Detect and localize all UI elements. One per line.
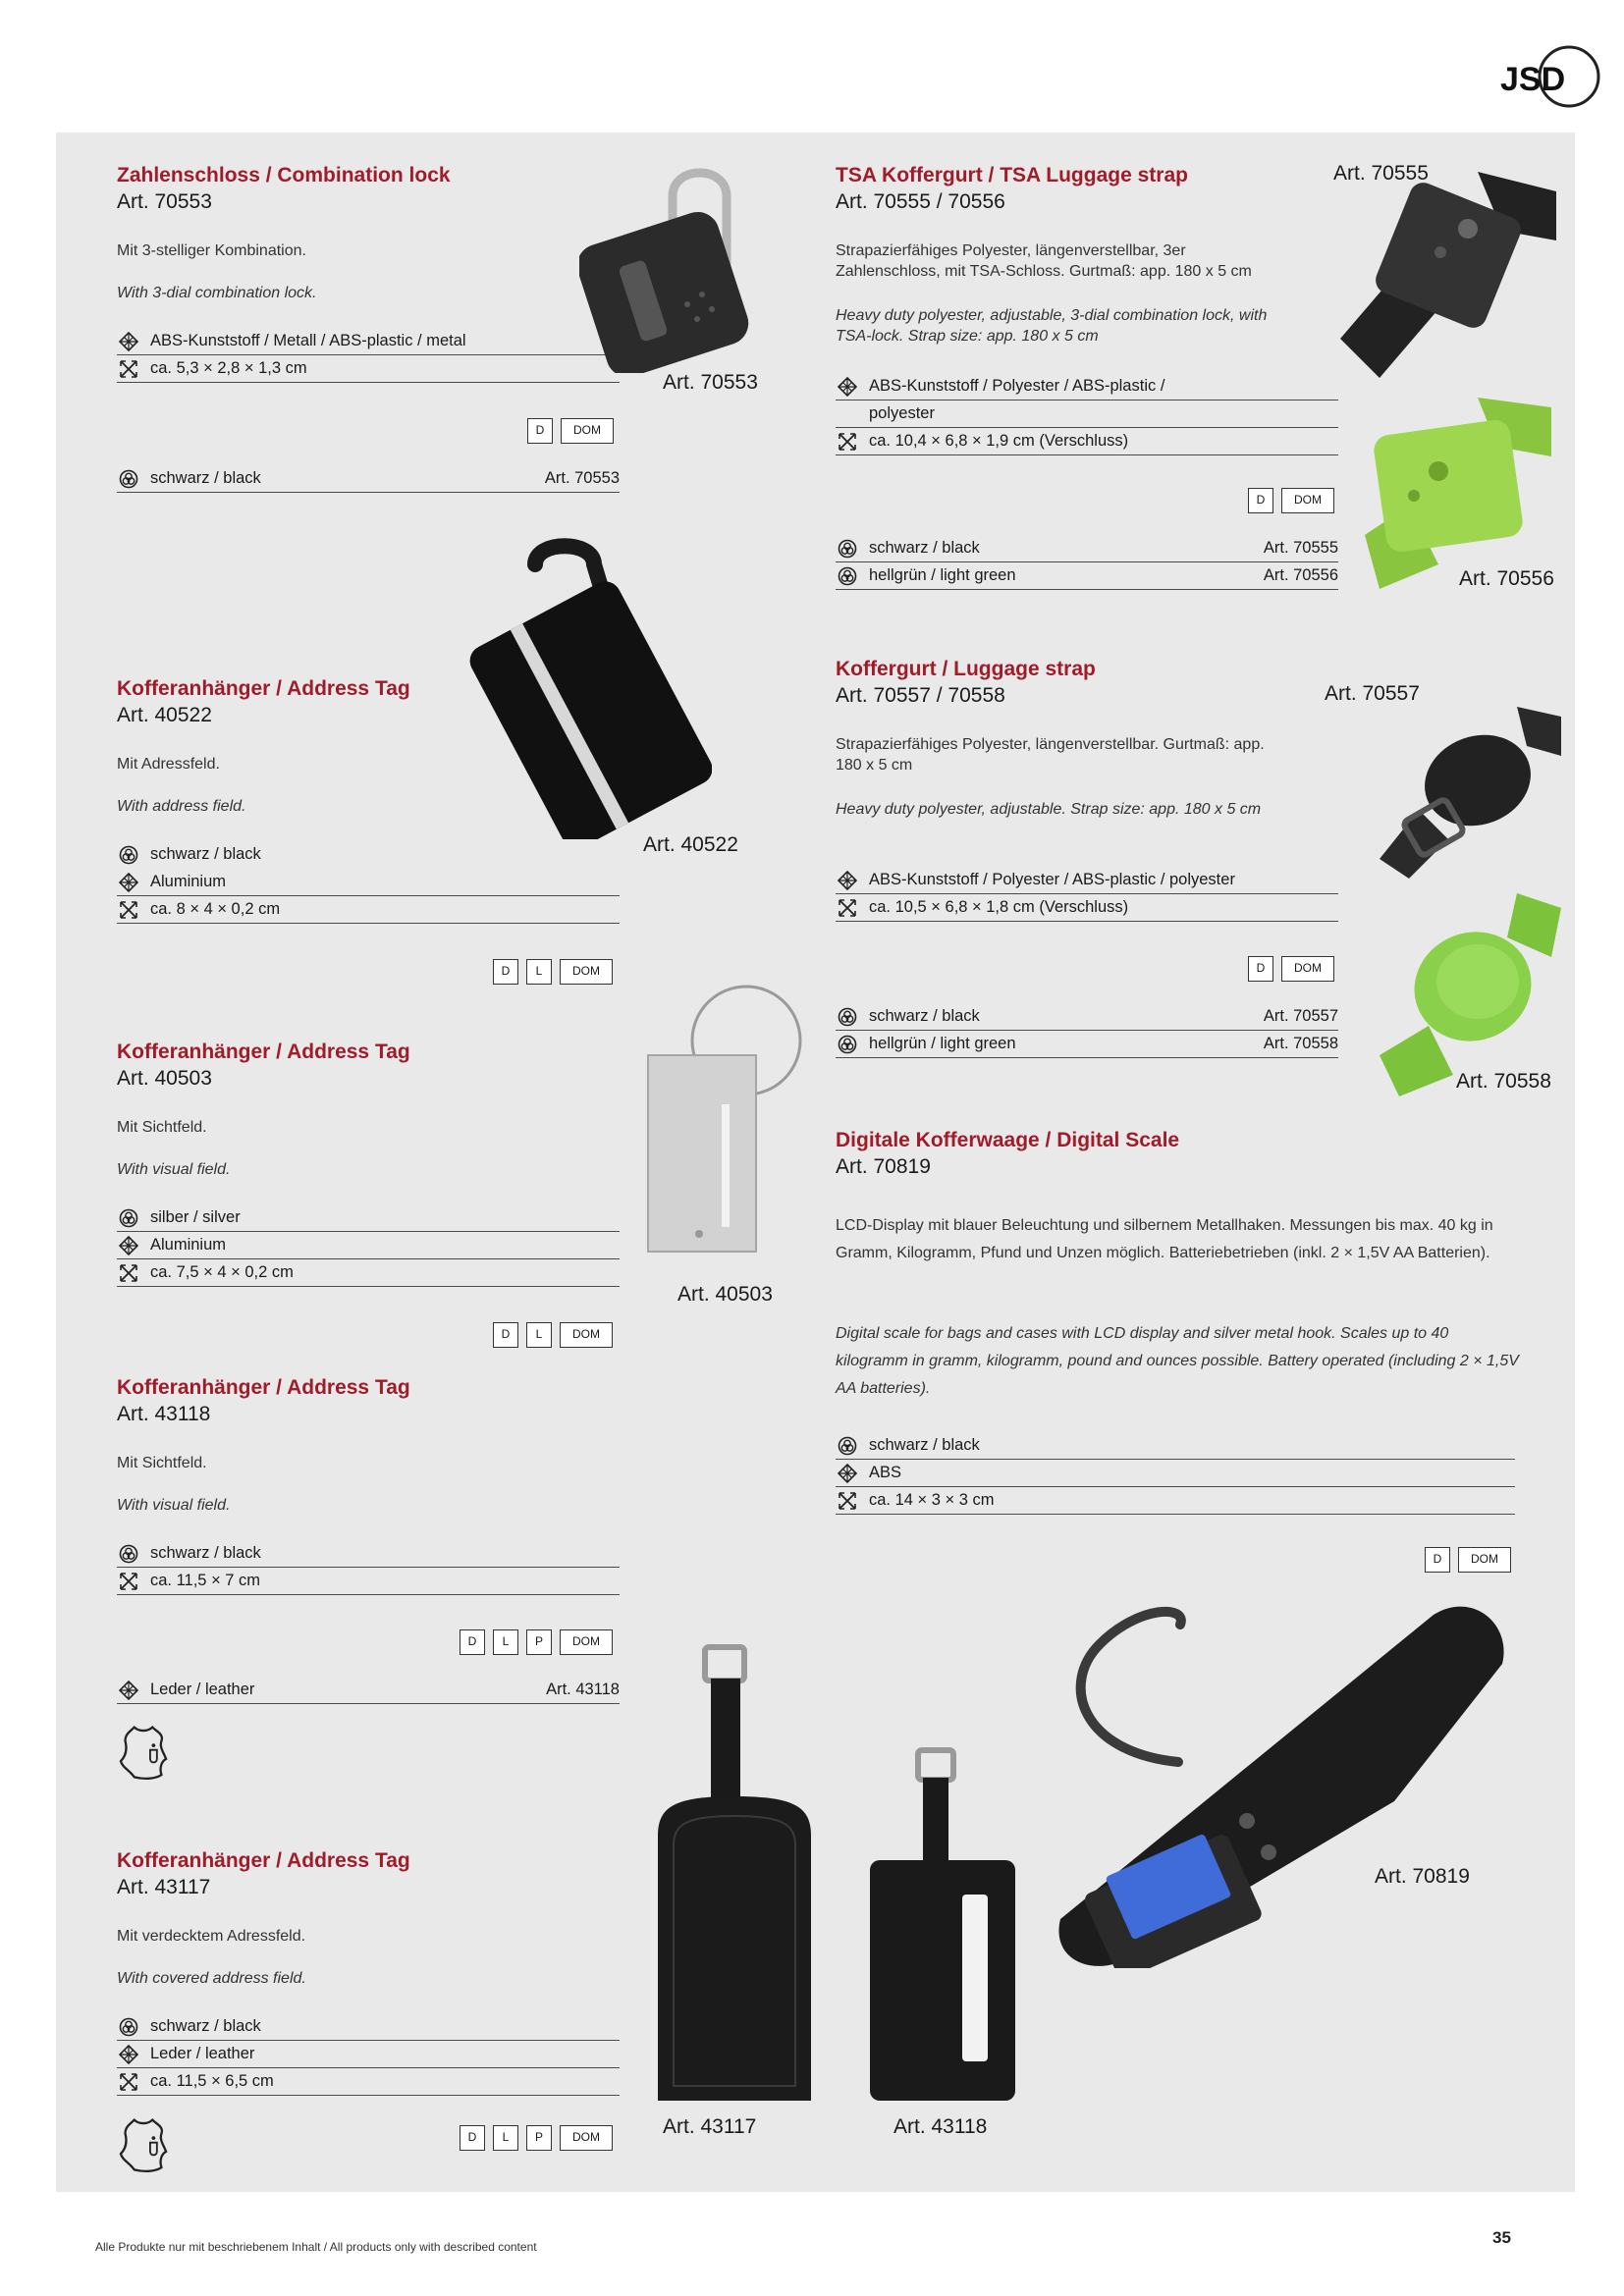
color-row: schwarz / black Art. 70555: [836, 535, 1338, 562]
tag-dom: DOM: [1281, 956, 1334, 982]
product-title: Kofferanhänger / Address Tag: [117, 1376, 410, 1399]
material-row: Leder / leather Art. 43118: [117, 1677, 620, 1704]
tag-group: [493, 1322, 613, 1348]
tag-d: D: [1248, 488, 1273, 513]
size-icon: [838, 432, 857, 452]
product-title: TSA Koffergurt / TSA Luggage strap: [836, 164, 1188, 187]
size-row: ca. 8 × 4 × 0,2 cm: [117, 896, 620, 924]
product-address-tag-43118: [117, 1374, 410, 1427]
tag-group: [1425, 1547, 1511, 1573]
tag-d: D: [1425, 1547, 1450, 1573]
product-art: Art. 40522: [117, 704, 212, 726]
material-icon: [119, 1681, 138, 1700]
product-art: Art. 43118: [117, 1403, 211, 1425]
desc-de: Mit Sichtfeld.: [117, 1119, 207, 1136]
tag-l: L: [493, 2125, 518, 2151]
desc-de: Strapazierfähiges Polyester, längenverstellbar. Gurtmaß: app. 180 x 5 cm: [836, 736, 1265, 774]
color-row: schwarz / black Art. 70553: [117, 465, 620, 493]
image-label: Art. 43117: [663, 2115, 757, 2138]
desc-en: With visual field.: [117, 1161, 231, 1178]
image-label: Art. 43118: [893, 2115, 988, 2138]
brand-logo: [1492, 39, 1600, 110]
size-icon: [119, 2072, 138, 2092]
product-title: Kofferanhänger / Address Tag: [117, 1849, 410, 1872]
leather-tag-43117-image: [648, 1639, 825, 2110]
desc-de: Mit verdecktem Adressfeld.: [117, 1928, 306, 1945]
material-icon: [838, 1464, 857, 1483]
desc-de: Mit Adressfeld.: [117, 756, 220, 773]
product-art: Art. 70557 / 70558: [836, 684, 1005, 707]
size-row: ca. 11,5 × 7 cm: [117, 1568, 620, 1595]
tag-d: D: [460, 2125, 485, 2151]
color-row: silber / silver: [117, 1204, 620, 1232]
material-row: Aluminium: [117, 869, 620, 896]
desc-de: Mit Sichtfeld.: [117, 1455, 207, 1471]
tag-p: P: [526, 2125, 552, 2151]
desc-en: Digital scale for bags and cases with LCD display and silver metal hook. Scales up to 40 kilogramm in gramm, kilogramm, pound and ounces possible. Battery operated (including 2 × 1,5V AA batteries).: [836, 1325, 1519, 1397]
material-icon: [119, 873, 138, 892]
material-icon: [838, 871, 857, 890]
tsa-strap-green-image: [1360, 388, 1556, 594]
image-label: Art. 70556: [1459, 567, 1554, 590]
material-row: ABS-Kunststoff / Polyester / ABS-plastic / polyester: [836, 867, 1338, 894]
image-label: Art. 70553: [663, 371, 758, 394]
desc-en: With address field.: [117, 798, 246, 815]
color-icon: [119, 2017, 138, 2037]
leather-tag-43118-image: [864, 1742, 1021, 2106]
size-row: ca. 14 × 3 × 3 cm: [836, 1487, 1515, 1515]
size-row: ca. 10,5 × 6,8 × 1,8 cm (Verschluss): [836, 894, 1338, 922]
color-row: hellgrün / light green Art. 70556: [836, 562, 1338, 590]
address-tag-40522-image: [447, 535, 712, 839]
material-row-cont: polyester: [836, 400, 1338, 428]
size-icon: [119, 900, 138, 920]
product-address-tag-40503: [117, 1039, 410, 1092]
product-title: Koffergurt / Luggage strap: [836, 658, 1096, 680]
color-icon: [119, 1544, 138, 1564]
tag-dom: DOM: [560, 2125, 613, 2151]
tag-d: D: [493, 1322, 518, 1348]
material-icon: [838, 377, 857, 397]
combination-lock-image: [579, 157, 766, 373]
footer-disclaimer: Alle Produkte nur mit beschriebenem Inhalt / All products only with described content: [95, 2240, 537, 2254]
tag-d: D: [493, 959, 518, 985]
desc-en: With 3-dial combination lock.: [117, 285, 317, 301]
product-address-tag-40522: [117, 675, 410, 728]
tag-dom: DOM: [560, 959, 613, 985]
leather-icon: [117, 1723, 170, 1782]
size-icon: [838, 898, 857, 918]
color-row: schwarz / black: [117, 841, 620, 869]
tag-group: [527, 418, 614, 444]
product-address-tag-43117: [117, 1847, 410, 1900]
desc-de: LCD-Display mit blauer Beleuchtung und silbernem Metallhaken. Messungen bis max. 40 kg in Gramm, Kilogramm, Pfund und Unzen möglich. Batteriebetrieben (inkl. 2 × 1,5V AA Batterien).: [836, 1217, 1493, 1261]
color-icon: [838, 566, 857, 586]
image-label: Art. 70819: [1375, 1865, 1470, 1888]
product-art: Art. 70553: [117, 190, 212, 213]
color-icon: [838, 1035, 857, 1054]
material-icon: [119, 332, 138, 351]
size-row: ca. 7,5 × 4 × 0,2 cm: [117, 1259, 620, 1287]
size-icon: [119, 1263, 138, 1283]
desc-en: Heavy duty polyester, adjustable. Strap size: app. 180 x 5 cm: [836, 801, 1262, 818]
tag-d: D: [1248, 956, 1273, 982]
tag-group: [493, 959, 613, 985]
tag-d: D: [527, 418, 553, 444]
product-title: Digitale Kofferwaage / Digital Scale: [836, 1129, 1180, 1151]
image-label: Art. 40503: [677, 1283, 773, 1306]
tag-l: L: [526, 959, 552, 985]
product-luggage-strap: [836, 656, 1096, 709]
size-row: ca. 5,3 × 2,8 × 1,3 cm: [117, 355, 620, 383]
desc-en: With covered address field.: [117, 1970, 306, 1987]
tag-group: [1248, 488, 1334, 513]
image-label: Art. 70557: [1325, 682, 1420, 705]
color-icon: [838, 1007, 857, 1027]
color-icon: [838, 1436, 857, 1456]
size-icon: [119, 1572, 138, 1591]
tag-dom: DOM: [561, 418, 614, 444]
desc-en: Heavy duty polyester, adjustable, 3-dial combination lock, with TSA-lock. Strap size: app. 180 x 5 cm: [836, 307, 1268, 345]
tag-l: L: [526, 1322, 552, 1348]
product-art: Art. 70555 / 70556: [836, 190, 1005, 213]
address-tag-40503-image: [638, 977, 815, 1261]
product-art: Art. 40503: [117, 1067, 212, 1090]
color-row: schwarz / black Art. 70557: [836, 1003, 1338, 1031]
size-row: ca. 10,4 × 6,8 × 1,9 cm (Verschluss): [836, 428, 1338, 455]
material-row: ABS: [836, 1460, 1515, 1487]
page-number: 35: [1492, 2228, 1511, 2247]
tag-p: P: [526, 1629, 552, 1655]
color-icon: [838, 539, 857, 559]
image-label: Art. 40522: [643, 833, 738, 856]
image-label: Art. 70558: [1456, 1070, 1551, 1093]
luggage-strap-green-image: [1370, 888, 1566, 1099]
product-title: Kofferanhänger / Address Tag: [117, 1041, 410, 1063]
tag-dom: DOM: [1458, 1547, 1511, 1573]
desc-en: With visual field.: [117, 1497, 231, 1514]
tag-l: L: [493, 1629, 518, 1655]
material-icon: [119, 1236, 138, 1255]
tsa-strap-black-image: [1330, 162, 1566, 388]
material-row: Leder / leather: [117, 2041, 620, 2068]
color-icon: [119, 1208, 138, 1228]
product-title: Zahlenschloss / Combination lock: [117, 164, 451, 187]
product-digital-scale: [836, 1127, 1179, 1180]
tag-d: D: [460, 1629, 485, 1655]
image-label: Art. 70555: [1333, 162, 1429, 185]
tag-dom: DOM: [1281, 488, 1334, 513]
size-row: ca. 11,5 × 6,5 cm: [117, 2068, 620, 2096]
tag-dom: DOM: [560, 1322, 613, 1348]
svg-text:JSD: JSD: [1500, 61, 1566, 98]
tag-dom: DOM: [560, 1629, 613, 1655]
luggage-strap-black-image: [1370, 702, 1566, 879]
material-icon: [119, 2045, 138, 2064]
material-row: ABS-Kunststoff / Polyester / ABS-plastic /: [836, 373, 1338, 400]
digital-scale-image: [1041, 1595, 1512, 1968]
product-art: Art. 43117: [117, 1876, 211, 1898]
color-row: schwarz / black: [117, 2013, 620, 2041]
color-row: hellgrün / light green Art. 70558: [836, 1031, 1338, 1058]
material-row: ABS-Kunststoff / Metall / ABS-plastic / metal: [117, 328, 620, 355]
size-icon: [119, 359, 138, 379]
desc-de: Mit 3-stelliger Kombination.: [117, 242, 306, 259]
tag-group: [1248, 956, 1334, 982]
leather-icon: [117, 2115, 170, 2174]
desc-de: Strapazierfähiges Polyester, längenverstellbar, 3er Zahlenschloss, mit TSA-Schloss. Gurtmaß: app. 180 x 5 cm: [836, 242, 1252, 280]
product-title: Kofferanhänger / Address Tag: [117, 677, 410, 700]
color-row: schwarz / black: [117, 1540, 620, 1568]
color-icon: [119, 845, 138, 865]
material-row: Aluminium: [117, 1232, 620, 1259]
tag-group: [460, 1629, 613, 1655]
product-art: Art. 70819: [836, 1155, 931, 1178]
product-combination-lock: [117, 162, 451, 215]
size-icon: [838, 1491, 857, 1511]
color-icon: [119, 469, 138, 489]
color-row: schwarz / black: [836, 1432, 1515, 1460]
product-tsa-luggage-strap: [836, 162, 1188, 215]
tag-group: [460, 2125, 613, 2151]
